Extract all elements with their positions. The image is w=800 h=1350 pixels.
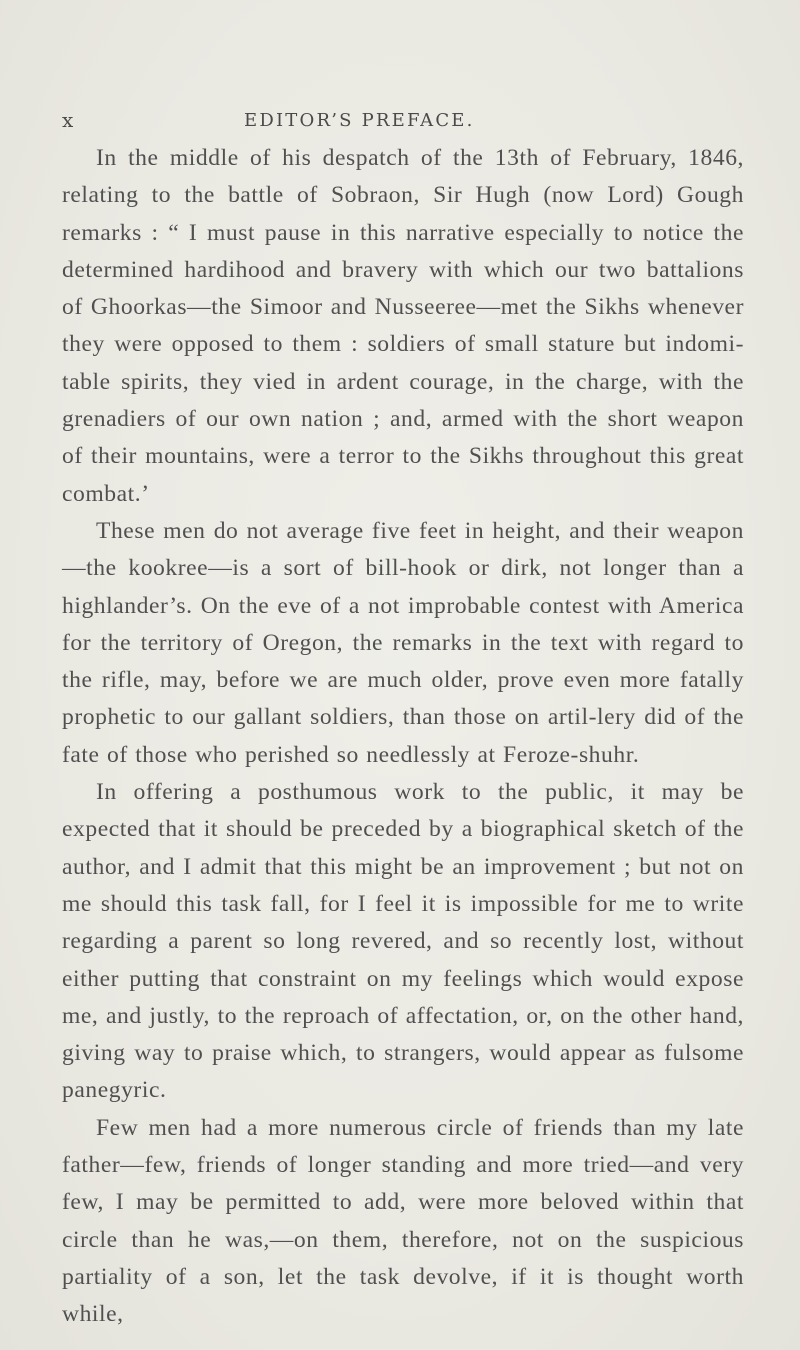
paragraph-4: Few men had a more numerous circle of friends than my late father—few, friends of longer standing and more tried—and very few, I may be permitted to add, were more beloved within that circle than he was,—on them, therefore, not on the suspicious partiality of a son, let the task devolve, if it is thought worth while, [62,1114,744,1328]
paragraph-1: In the middle of his despatch of the 13th of February, 1846, relating to the battle of Sobraon, Sir Hugh (now Lord) Gough remarks : “ I must pause in this narrative especially to notice the determined hardihood and bravery with which our two battalions of Ghoorkas—the Simoor and Nusseeree—met the Sikhs whenever they were opposed to them : soldiers of small stature but indomi-table spirits, they vied in ardent courage, in the charge, with the grenadiers of our own nation ; and, armed with the short weapon of their mountains, were a terror to the Sikhs throughout this great combat.’ [62,145,744,507]
page-number: x [62,108,75,132]
running-head [62,108,742,138]
paragraph-2: These men do not average five feet in height, and their weapon—the kookree—is a sort of bill-hook or dirk, not longer than a highlander’s. On the eve of a not improbable contest with America for the territory of Oregon, the remarks in the text with regard to the rifle, may, before we are much older, prove even more fatally prophetic to our gallant soldiers, than those on artil-lery did of the fate of those who perished so needlessly at Feroze-shuhr. [62,517,744,768]
paragraph-3: In offering a posthumous work to the public, it may be expected that it should be preceded by a biographical sketch of the author, and I admit that this might be an improvement ; but not on me should this task fall, for I feel it is impossible for me to write regarding a parent so long revered, and so recently lost, without either putting that constraint on my feelings which would expose me, and justly, to the reproach of affectation, or, on the other hand, giving way to praise which, to strangers, would appear as fulsome panegyric. [62,779,744,1104]
running-head-title: EDITOR’S PREFACE. [244,110,475,131]
body-text [62,140,744,1334]
